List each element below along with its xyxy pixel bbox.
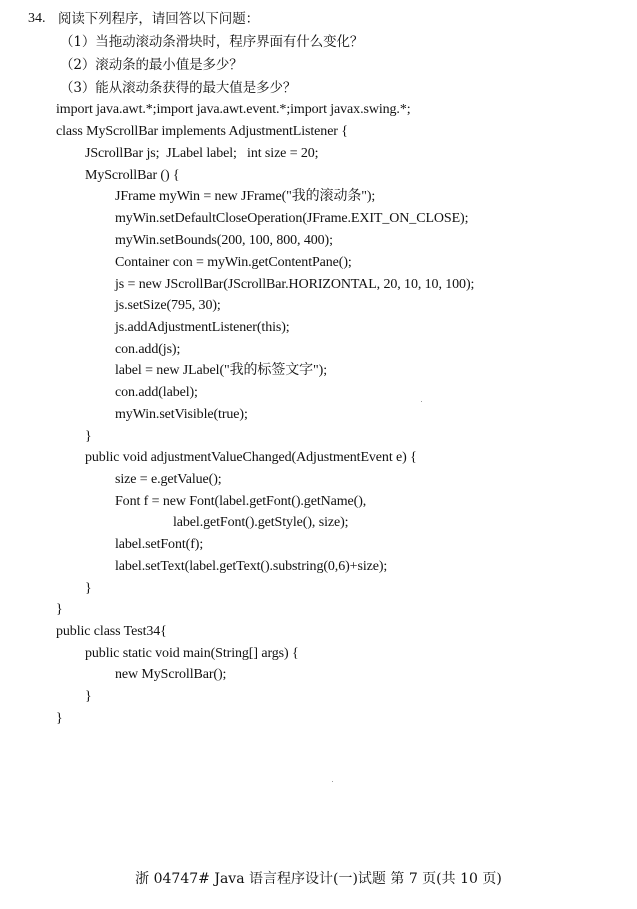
- code-line: new MyScrollBar();: [115, 667, 227, 682]
- code-line: Container con = myWin.getContentPane();: [115, 255, 352, 270]
- code-line: class MyScrollBar implements AdjustmentListener {: [56, 124, 348, 139]
- code-line: MyScrollBar () {: [85, 168, 180, 183]
- code-line: }: [85, 689, 92, 704]
- code-line: }: [85, 581, 92, 596]
- code-line: import java.awt.*;import java.awt.event.*;import javax.swing.*;: [56, 102, 411, 117]
- code-line: label.getFont().getStyle(), size);: [173, 515, 349, 530]
- code-line: myWin.setDefaultCloseOperation(JFrame.EXIT_ON_CLOSE);: [115, 211, 469, 226]
- code-line: public class Test34{: [56, 624, 167, 639]
- code-line: JFrame myWin = new JFrame("我的滚动条");: [115, 189, 376, 204]
- code-line: label = new JLabel("我的标签文字");: [115, 363, 327, 378]
- code-line: js.addAdjustmentListener(this);: [115, 320, 290, 335]
- code-line: JScrollBar js; JLabel label; int size = 20;: [85, 146, 319, 161]
- scan-speck: [421, 401, 422, 402]
- code-line: public void adjustmentValueChanged(AdjustmentEvent e) {: [85, 450, 417, 465]
- code-line: }: [56, 711, 63, 726]
- code-line: public static void main(String[] args) {: [85, 646, 299, 661]
- code-line: js = new JScrollBar(JScrollBar.HORIZONTAL, 20, 10, 10, 100);: [115, 277, 475, 292]
- code-line: myWin.setBounds(200, 100, 800, 400);: [115, 233, 333, 248]
- page-footer: 浙 04747# Java 语言程序设计(一)试题 第 7 页(共 10 页): [135, 871, 502, 887]
- code-line: con.add(label);: [115, 385, 198, 400]
- scan-speck: [332, 781, 333, 782]
- code-line: label.setText(label.getText().substring(0,6)+size);: [115, 559, 388, 574]
- code-line: Font f = new Font(label.getFont().getName(),: [115, 494, 367, 509]
- code-line: }: [56, 602, 63, 617]
- question-prompt: 阅读下列程序，请回答以下问题：: [58, 11, 259, 27]
- code-line: myWin.setVisible(true);: [115, 407, 248, 422]
- question-number: 34.: [28, 11, 46, 26]
- code-line: }: [85, 429, 92, 444]
- sub-question-2: （2）滚动条的最小值是多少？: [60, 57, 243, 73]
- code-line: size = e.getValue();: [115, 472, 222, 487]
- code-line: label.setFont(f);: [115, 537, 204, 552]
- code-line: con.add(js);: [115, 342, 181, 357]
- sub-question-1: （1）当拖动滚动条滑块时，程序界面有什么变化？: [60, 34, 364, 50]
- sub-question-3: （3）能从滚动条获得的最大值是多少？: [60, 80, 297, 96]
- code-line: js.setSize(795, 30);: [115, 298, 221, 313]
